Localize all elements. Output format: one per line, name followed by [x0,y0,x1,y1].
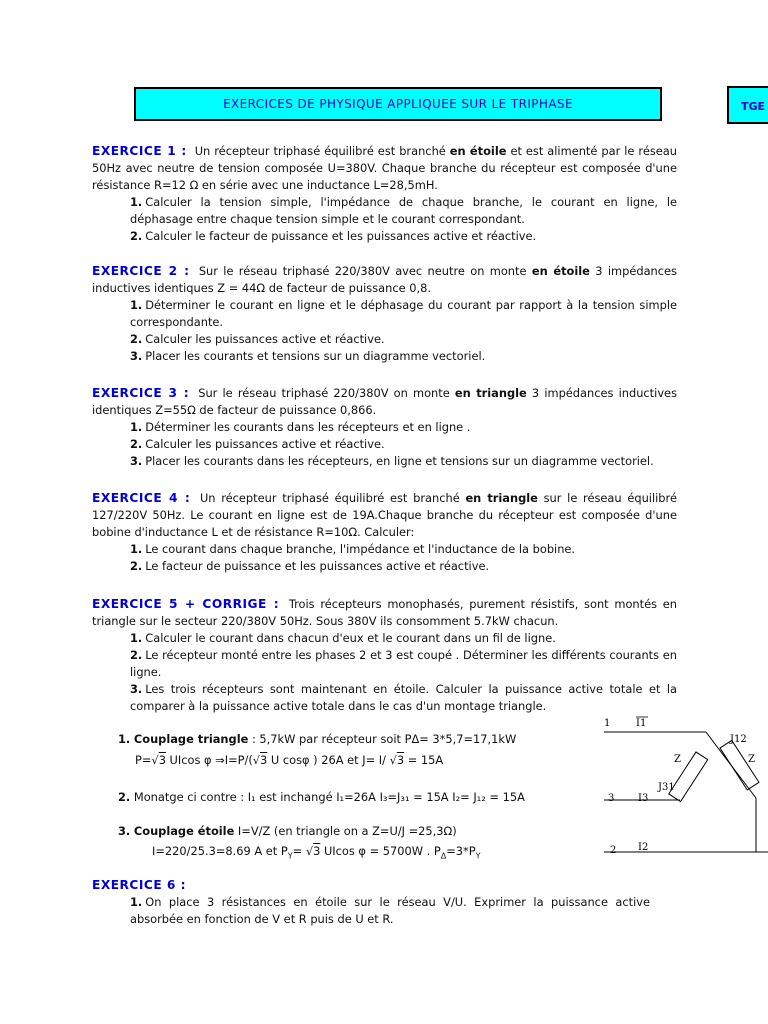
exercise-1-text-a: Un récepteur triphasé équilibré est branché [194,144,446,158]
subscript: Δ [440,851,447,861]
item-text: Le courant dans chaque branche, l'impédance et l'inductance de la bobine. [145,542,576,556]
solution-heading: Couplage étoile [133,824,235,838]
exercise-2-item-1 [92,297,677,331]
exercise-3-text-a: Sur le réseau triphasé 220/380V on monte [198,386,450,400]
exercise-2-item-2 [92,331,677,348]
item-number: 2. [130,332,143,346]
item-number: 1. [130,298,143,312]
exercise-1-bold: en étoile [449,144,507,158]
exercise-3-statement [92,385,677,419]
item-number: 1. [130,542,143,556]
exercise-5-statement [92,596,677,630]
solution-heading: Couplage triangle [133,732,249,746]
exercise-5 [92,596,677,715]
exercise-3-item-3 [92,453,677,470]
page-title-box [134,87,662,121]
line-1-branch [706,732,718,748]
exercise-3-item-1 [92,419,677,436]
item-text: Calculer les puissances active et réactive. [145,332,385,346]
exercise-4-item-1 [92,541,677,558]
exercise-3-item-2 [92,436,677,453]
line-3-label: 3 [608,793,615,804]
exercise-1-statement [92,143,677,194]
item-number: 1. [130,895,143,909]
current-i1-label: I1 [636,718,647,729]
item-text: Calculer les puissances active et réactive. [145,437,385,451]
exercise-2-text-b: 3 impédances inductives identiques Z = 44Ω de facteur de puissance 0,8. [92,264,677,295]
exercise-5-heading: EXERCICE 5 + CORRIGE : [92,597,280,611]
solution-text: : 5,7kW par récepteur soit PΔ= 3*5,7=17,1kW [248,732,517,746]
solution-text: U cosφ ) 26A et J= I/ [267,753,390,767]
exercise-4-text-a: Un récepteur triphasé équilibré est branché [199,491,460,505]
item-number: 2. [130,648,143,662]
exercise-6-statement [92,877,677,894]
exercise-5-text: Trois récepteurs monophasés, purement résistifs, sont montés en triangle sur le secteur 220/380V 50Hz. Sous 380V ils consomment 5.7kW chacun. [92,597,678,628]
exercise-1-heading: EXERCICE 1 : [92,144,187,158]
exercise-3 [92,385,677,470]
impedance-z2 [720,740,759,790]
item-number: 2. [130,559,143,573]
exercise-1-item-1 [92,194,677,228]
exercise-4-item-2 [92,558,677,575]
current-i3-label: I3 [638,793,649,804]
solution-text: P= [135,753,152,767]
solution-2-line [118,789,525,806]
exercise-2-item-3 [92,348,677,365]
solution-text: UIcos φ = 5700W . P [320,844,441,858]
exercise-2 [92,263,677,365]
solution-number: 1. [118,732,131,746]
item-number: 3. [130,349,143,363]
item-number: 3. [130,682,143,696]
circuit-diagram [596,712,768,862]
item-number: 2. [130,229,143,243]
exercise-1-item-2 [92,228,677,245]
exercise-4-text-b: sur le réseau équilibré 127/220V 50Hz. Le courant en ligne est de 19A.Chaque branche du récepteur est composée d'une bobine d'inductance L et de résistance R=10Ω. Calculer: [92,491,677,539]
item-text: Placer les courants dans les récepteurs, en ligne et tensions sur un diagramme vectoriel. [145,454,654,468]
solution-text: Monatge ci contre : I₁ est inchangé I₁=26A I₃=J₃₁ = 15A I₂= J₁₂ = 15A [130,790,525,804]
exercise-4-statement [92,490,677,541]
exercise-2-heading: EXERCICE 2 : [92,264,190,278]
item-number: 1. [130,195,143,209]
impedance-z2-label: Z [748,754,755,765]
subscript: Y [287,851,293,861]
exercise-3-heading: EXERCICE 3 : [92,386,190,400]
item-text: Les trois récepteurs sont maintenant en étoile. Calculer la puissance active totale et la comparer à la puissance active totale dans le cas d'un montage triangle. [130,682,677,713]
exercise-6-item-1 [92,894,650,928]
current-j31-label: J31 [658,782,675,793]
item-text: Déterminer les courants dans les récepteurs et en ligne . [145,420,471,434]
header-tag-box [727,86,768,124]
item-text: Le récepteur monté entre les phases 2 et 3 est coupé . Déterminer les différents courants en ligne. [130,648,677,679]
solution-1-line-2: P=√3 UIcos φ ⇒I=P/(√3 U cosφ ) 26A et J= I/ √3 = 15A [135,753,444,767]
exercise-1 [92,143,677,245]
item-text: Déterminer le courant en ligne et le déphasage du courant par rapport à la tension simple correspondante. [130,298,677,329]
solution-1-line-1 [118,731,516,748]
exercise-6 [92,877,677,928]
solution-3-line-2: I=220/25.3=8.69 A et $P_Y= √3$ UIcos φ = 5700W . $P_\Delta=3*P_Y$ [152,844,481,861]
solution-text: UIcos φ ⇒I=P/( [165,753,253,767]
header-tag: TGE [741,100,766,113]
item-number: 3. [130,454,143,468]
exercise-4-heading: EXERCICE 4 : [92,491,191,505]
solution-text: =3*P [446,844,476,858]
item-text: Calculer le courant dans chacun d'eux et le courant dans un fil de ligne. [145,631,556,645]
page-title: EXERCICES DE PHYSIQUE APPLIQUEE SUR LE TRIPHASE [223,96,573,111]
item-text: Calculer la tension simple, l'impédance de chaque branche, le courant en ligne, le déphasage entre chaque tension simple et le courant correspondant. [130,195,677,226]
solution-text: I=220/25.3=8.69 A et P [152,844,288,858]
exercise-1-text-b: et est alimenté par le réseau 50Hz avec neutre de tension composée U=380V. Chaque branche du récepteur est composée d'une résistance R=12 Ω en série avec une inductance L=28,5mH. [92,144,677,192]
item-number: 2. [130,437,143,451]
exercise-2-statement [92,263,677,297]
impedance-z1-label: Z [674,754,681,765]
solution-text: = 15A [404,753,444,767]
item-text: Placer les courants et tensions sur un diagramme vectoriel. [145,349,486,363]
solution-text: I=V/Z (en triangle on a Z=U/J =25,3Ω) [234,824,457,838]
item-number: 1. [130,420,143,434]
item-text: Calculer le facteur de puissance et les puissances active et réactive. [145,229,537,243]
exercise-4-bold: en triangle [465,491,538,505]
subscript: Y [475,851,481,861]
exercise-5-item-1 [92,630,677,647]
current-j12-label: J12 [730,734,747,745]
solution-number: 2. [118,790,131,804]
exercise-3-bold: en triangle [454,386,527,400]
line-2-label: 2 [610,845,617,856]
current-i2-label: I2 [638,842,649,853]
item-text: Le facteur de puissance et les puissances active et réactive. [145,559,490,573]
exercise-2-bold: en étoile [531,264,590,278]
solution-number: 3. [118,824,131,838]
sqrt-value: 3 [158,753,166,767]
impedance-z2-box [720,740,759,790]
item-text: On place 3 résistances en étoile sur le réseau V/U. Exprimer la puissance active absorbée en fonction de V et R puis de U et R. [130,895,650,926]
solution-text: = [292,844,306,858]
solution-3-line-1 [118,823,457,840]
sqrt-value: 3 [396,753,405,767]
exercise-6-heading: EXERCICE 6 : [92,878,187,892]
exercise-3-text-b: 3 impédances inductives identiques Z=55Ω de facteur de puissance 0,866. [92,386,678,417]
sqrt-value: 3 [260,753,268,767]
exercise-5-item-3 [92,681,677,715]
exercise-2-text-a: Sur le réseau triphasé 220/380V avec neutre on monte [198,264,527,278]
sqrt-value: 3 [313,844,321,858]
exercise-4 [92,490,677,575]
exercise-5-item-2 [92,647,677,681]
item-number: 1. [130,631,143,645]
line-1-label: 1 [604,718,611,729]
